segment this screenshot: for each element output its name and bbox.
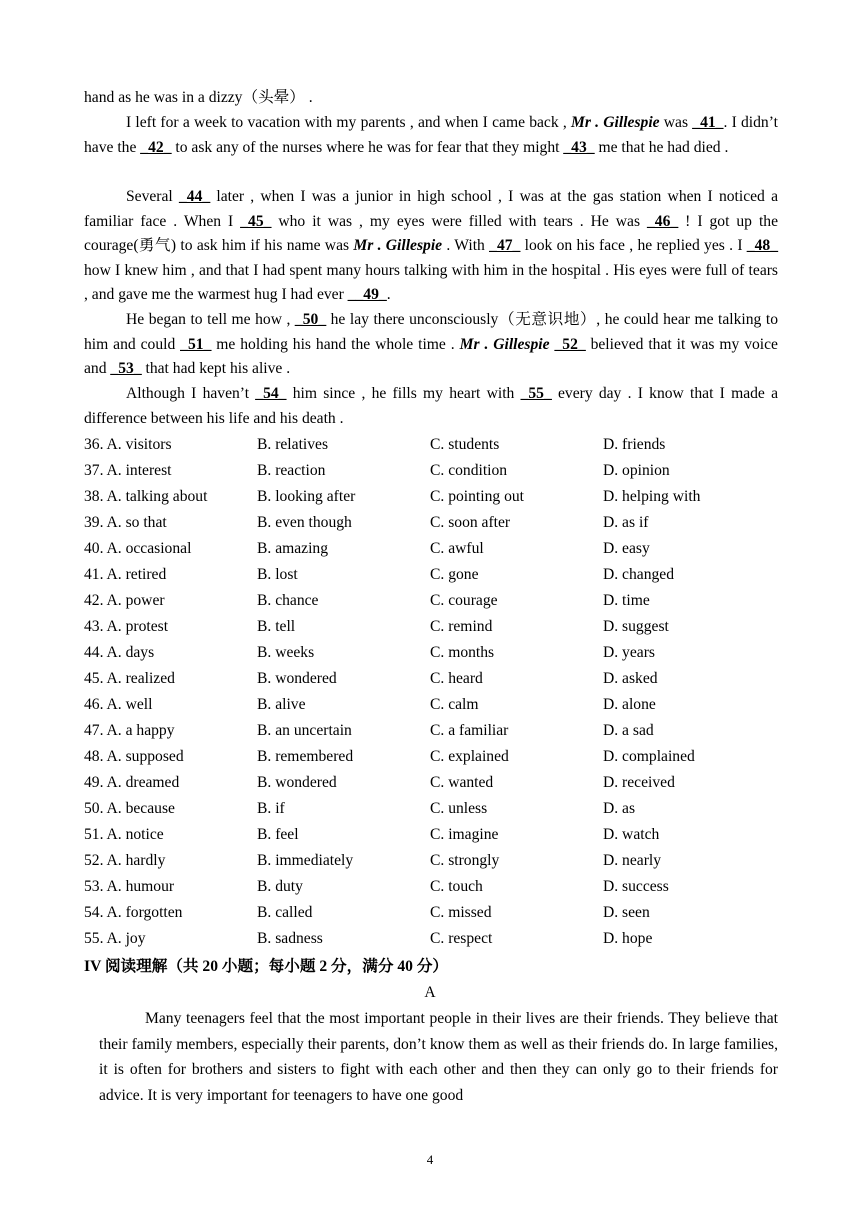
option-c: C. soon after — [430, 514, 511, 531]
option-a: 53. A. humour — [84, 878, 175, 895]
blank-55: _55_ — [520, 385, 552, 402]
option-b: B. alive — [257, 696, 306, 713]
blank-47: _47_ — [489, 237, 521, 255]
text: ! I got up the courage(勇气) to ask him if his name was — [84, 212, 778, 255]
option-a: 40. A. occasional — [84, 540, 192, 557]
option-b: B. remembered — [257, 748, 354, 765]
option-b: B. feel — [257, 826, 299, 843]
option-d: D. seen — [603, 904, 650, 921]
option-a: 43. A. protest — [84, 618, 169, 635]
option-b: B. weeks — [257, 644, 315, 661]
blank-46: _46_ — [647, 212, 679, 230]
question-row — [84, 744, 784, 770]
option-c: C. remind — [430, 618, 493, 635]
option-d: D. alone — [603, 696, 656, 713]
option-b: B. called — [257, 904, 313, 921]
option-a: 50. A. because — [84, 800, 175, 817]
blank-49: __49_ — [347, 286, 387, 304]
option-c: C. condition — [430, 462, 508, 479]
option-c: C. explained — [430, 748, 509, 765]
text: . I didn’t have the — [84, 114, 778, 156]
question-row — [84, 510, 784, 536]
option-c: C. pointing out — [430, 488, 525, 505]
option-b: B. chance — [257, 592, 319, 609]
question-row — [84, 458, 784, 484]
option-d: D. as — [603, 800, 636, 817]
text: that had kept his alive . — [141, 360, 291, 378]
question-row — [84, 484, 784, 510]
option-c: C. touch — [430, 878, 483, 895]
text: him since , he fills my heart with — [286, 385, 521, 402]
option-a: 36. A. visitors — [84, 436, 172, 453]
option-a: 42. A. power — [84, 592, 165, 609]
question-row — [84, 770, 784, 796]
option-a: 48. A. supposed — [84, 748, 184, 765]
blank-52: _52_ — [554, 335, 586, 353]
option-d: D. opinion — [603, 462, 670, 479]
option-d: D. nearly — [603, 852, 662, 869]
blank-51: _51_ — [180, 335, 212, 353]
option-a: 41. A. retired — [84, 566, 167, 583]
option-d: D. years — [603, 644, 655, 661]
question-row — [84, 614, 784, 640]
paragraph-3 — [84, 308, 778, 382]
question-row — [84, 536, 784, 562]
passage-label: A — [424, 984, 436, 1001]
option-b: B. lost — [257, 566, 298, 583]
text: believed that it was my voice and — [84, 335, 778, 378]
text: He began to tell me how , — [126, 311, 295, 328]
question-row — [84, 640, 784, 666]
paragraph-continued — [84, 86, 778, 111]
text: later , when I was a junior in high school , I was at the gas station when I noticed a familiar face . When I — [84, 188, 778, 230]
option-b: B. amazing — [257, 540, 329, 557]
text: how I knew him , and that I had spent many hours talking with him in the hospital . His eyes were full of tears , and gave me the warmest hug I had ever — [84, 261, 778, 304]
paragraph-4 — [84, 382, 778, 431]
option-c: C. a familiar — [430, 722, 509, 739]
option-b: B. wondered — [257, 774, 337, 791]
option-d: D. received — [603, 774, 675, 791]
question-row — [84, 900, 784, 926]
option-b: B. an uncertain — [257, 722, 352, 739]
text: look on his face , he replied yes . I — [520, 237, 747, 255]
option-d: D. time — [603, 592, 650, 609]
text: who it was , my eyes were filled with tears . He was — [271, 212, 647, 230]
option-a: 46. A. well — [84, 696, 153, 713]
question-row — [84, 562, 784, 588]
option-b: B. looking after — [257, 488, 356, 505]
option-a: 44. A. days — [84, 644, 155, 661]
option-b: B. even though — [257, 514, 352, 531]
option-c: C. courage — [430, 592, 498, 609]
option-a: 47. A. a happy — [84, 722, 175, 739]
question-row — [84, 848, 784, 874]
option-d: D. success — [603, 878, 669, 895]
blank-48: _48_ — [746, 237, 778, 255]
option-d: D. hope — [603, 930, 653, 947]
option-d: D. asked — [603, 670, 658, 687]
reading-passage: Many teenagers feel that the most important people in their lives are their friends. They believe that their family members, especially their parents, don’t know them as well as their friends do. In large families, it is often for brothers and sisters to fight with each other and then they can only go to their friends for advice. It is very important for teenagers to have one good — [99, 1010, 778, 1104]
option-d: D. helping with — [603, 488, 701, 505]
option-a: 37. A. interest — [84, 462, 172, 479]
question-row — [84, 822, 784, 848]
paragraph-1 — [84, 111, 778, 160]
option-c: C. strongly — [430, 852, 500, 869]
option-b: B. if — [257, 800, 285, 817]
option-d: D. a sad — [603, 722, 654, 739]
question-row — [84, 926, 784, 952]
blank-41: _41_ — [692, 114, 724, 131]
option-d: D. watch — [603, 826, 660, 843]
blank-53: _53_ — [110, 360, 142, 378]
text: to ask any of the nurses where he was for fear that they might — [171, 138, 564, 156]
option-b: B. reaction — [257, 462, 326, 479]
paragraph-2 — [84, 185, 778, 308]
option-c: C. students — [430, 436, 500, 453]
text: hand as he was in a dizzy（头晕） . — [84, 89, 313, 106]
option-d: D. changed — [603, 566, 675, 583]
question-row — [84, 432, 784, 458]
text: Although I haven’t — [126, 385, 256, 402]
person-name: Mr . Gillespie — [459, 335, 550, 353]
option-a: 39. A. so that — [84, 514, 167, 531]
option-a: 49. A. dreamed — [84, 774, 180, 791]
option-a: 52. A. hardly — [84, 852, 166, 869]
question-row — [84, 796, 784, 822]
option-d: D. complained — [603, 748, 695, 765]
text: I left for a week to vacation with my parents , and when I came back , — [126, 114, 571, 131]
text: . With — [442, 237, 490, 255]
option-d: D. as if — [603, 514, 649, 531]
option-c: C. missed — [430, 904, 492, 921]
option-a: 38. A. talking about — [84, 488, 208, 505]
option-a: 54. A. forgotten — [84, 904, 183, 921]
section-heading: IV 阅读理解（共 20 小题；每小题 2 分，满分 40 分） — [84, 958, 449, 975]
text: he lay there unconsciously（无意识地）, he could hear me talking to him and could — [84, 311, 778, 353]
option-b: B. relatives — [257, 436, 329, 453]
blank-42: _42_ — [140, 138, 172, 156]
text: Several — [126, 188, 179, 205]
option-b: B. immediately — [257, 852, 354, 869]
question-row — [84, 666, 784, 692]
blank-44: _44_ — [178, 188, 211, 205]
question-row — [84, 588, 784, 614]
option-c: C. respect — [430, 930, 493, 947]
blank-43: _43_ — [563, 138, 595, 156]
question-row — [84, 718, 784, 744]
option-a: 45. A. realized — [84, 670, 175, 687]
option-d: D. easy — [603, 540, 650, 557]
answer-options — [84, 432, 784, 952]
blank-50: _50_ — [294, 311, 327, 328]
question-row — [84, 692, 784, 718]
option-d: D. friends — [603, 436, 666, 453]
option-c: C. awful — [430, 540, 484, 557]
blank-54: _54_ — [255, 385, 287, 402]
option-c: C. wanted — [430, 774, 494, 791]
blank-45: _45_ — [240, 212, 272, 230]
text: me that he had died . — [594, 138, 729, 156]
option-a: 55. A. joy — [84, 930, 146, 947]
page-number: 4 — [426, 1152, 434, 1167]
option-b: B. wondered — [257, 670, 337, 687]
text: was — [659, 114, 693, 131]
option-a: 51. A. notice — [84, 826, 164, 843]
option-b: B. sadness — [257, 930, 323, 947]
option-b: B. tell — [257, 618, 296, 635]
option-c: C. gone — [430, 566, 479, 583]
person-name: Mr . Gillespie — [353, 237, 443, 255]
option-c: C. unless — [430, 800, 488, 817]
option-c: C. months — [430, 644, 495, 661]
option-d: D. suggest — [603, 618, 669, 635]
option-c: C. calm — [430, 696, 479, 713]
option-c: C. imagine — [430, 826, 499, 843]
option-c: C. heard — [430, 670, 483, 687]
text: every day . I know that I made a difference between his life and his death . — [84, 385, 778, 427]
option-b: B. duty — [257, 878, 303, 895]
text: me holding his hand the whole time . — [211, 335, 460, 353]
question-row — [84, 874, 784, 900]
person-name: Mr . Gillespie — [571, 114, 660, 131]
text: . — [386, 286, 391, 304]
